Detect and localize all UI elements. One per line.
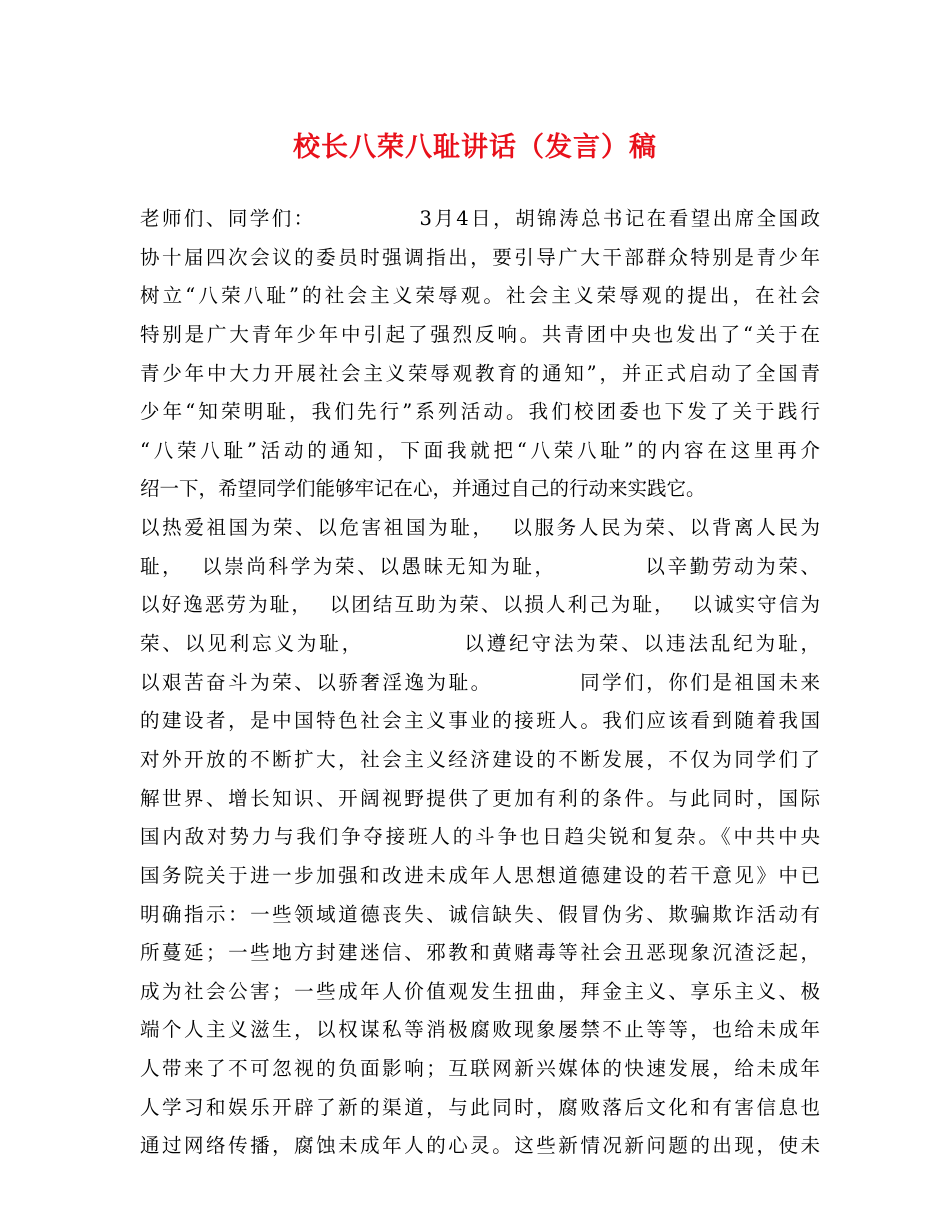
body-line: 成为社会公害；一些成年人价值观发生扭曲，拜金主义、享乐主义、极 bbox=[140, 979, 820, 1003]
body-line: 人学习和娱乐开辟了新的渠道，与此同时，腐败落后文化和有害信息也 bbox=[140, 1095, 820, 1119]
body-line: 端个人主义滋生，以权谋私等消极腐败现象屡禁不止等等，也给未成年 bbox=[140, 1018, 820, 1042]
body-line: 荣、以见利忘义为耻， 以遵纪守法为荣、以违法乱纪为耻， bbox=[140, 632, 820, 656]
body-line: 人带来了不可忽视的负面影响；互联网新兴媒体的快速发展，给未成年 bbox=[140, 1057, 820, 1081]
body-line: 通过网络传播，腐蚀未成年人的心灵。这些新情况新问题的出现，使未 bbox=[140, 1134, 820, 1158]
body-line: 以热爱祖国为荣、以危害祖国为耻， 以服务人民为荣、以背离人民为 bbox=[140, 516, 820, 540]
body-line: 解世界、增长知识、开阔视野提供了更加有利的条件。与此同时，国际 bbox=[140, 786, 820, 810]
body-line: 协十届四次会议的委员时强调指出，要引导广大干部群众特别是青少年 bbox=[140, 245, 820, 269]
body-line: 青少年中大力开展社会主义荣辱观教育的通知”，并正式启动了全国青 bbox=[140, 361, 820, 385]
body-line: 国务院关于进一步加强和改进未成年人思想道德建设的若干意见》中已 bbox=[140, 863, 820, 887]
body-line: 以好逸恶劳为耻， 以团结互助为荣、以损人利己为耻， 以诚实守信为 bbox=[140, 593, 820, 617]
body-line: 对外开放的不断扩大，社会主义经济建设的不断发展，不仅为同学们了 bbox=[140, 747, 820, 771]
body-line: 少年“知荣明耻，我们先行”系列活动。我们校团委也下发了关于践行 bbox=[140, 400, 820, 424]
body-line: 所蔓延；一些地方封建迷信、邪教和黄赌毒等社会丑恶现象沉渣泛起， bbox=[140, 941, 820, 965]
body-line: 绍一下，希望同学们能够牢记在心，并通过自己的行动来实践它。 bbox=[140, 477, 706, 501]
document-body bbox=[140, 200, 820, 1166]
body-line: 明确指示：一些领域道德丧失、诚信缺失、假冒伪劣、欺骗欺诈活动有 bbox=[140, 902, 820, 926]
body-line: 国内敌对势力与我们争夺接班人的斗争也日趋尖锐和复杂。《中共中央 bbox=[140, 825, 820, 849]
document-title: 校长八荣八耻讲话（发言）稿 bbox=[293, 132, 657, 163]
body-line: 树立“八荣八耻”的社会主义荣辱观。社会主义荣辱观的提出，在社会 bbox=[140, 284, 820, 308]
body-line: 的建设者，是中国特色社会主义事业的接班人。我们应该看到随着我国 bbox=[140, 709, 820, 733]
body-line: 特别是广大青年少年中引起了强烈反响。共青团中央也发出了“关于在 bbox=[140, 322, 820, 346]
body-line: 以艰苦奋斗为荣、以骄奢淫逸为耻。 同学们，你们是祖国未来 bbox=[140, 670, 820, 694]
body-line: 耻， 以崇尚科学为荣、以愚昧无知为耻， 以辛勤劳动为荣、 bbox=[140, 554, 820, 578]
body-line: 老师们、同学们： 3月4日，胡锦涛总书记在看望出席全国政 bbox=[140, 207, 820, 230]
body-line: “八荣八耻”活动的通知，下面我就把“八荣八耻”的内容在这里再介 bbox=[140, 438, 820, 462]
